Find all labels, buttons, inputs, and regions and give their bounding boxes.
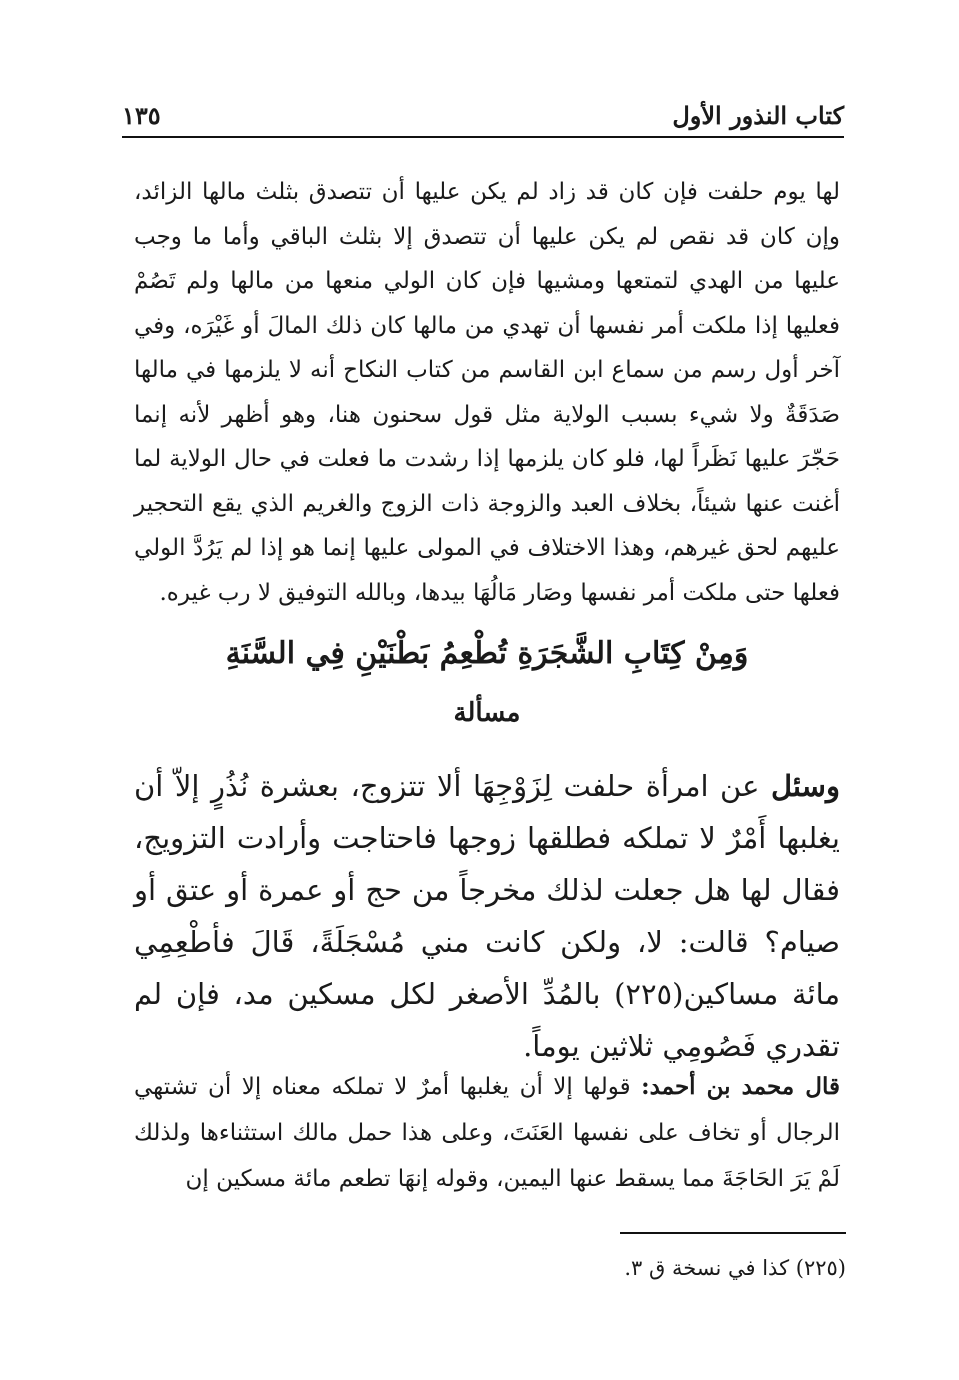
paragraph-2-text: عن امرأة حلفت لِزَوْجِهَا ألا تتزوج، بعشرة نُذُرٍ إلاّ أن يغلبها أَمْرٌ لا تملكه فطلقها زوجها فاحتاجت وأرادت التزويج، فقال لها هل جعلت لذلك مخرجاً من حج أو عمرة أو عتق أو صيام؟ قالت: لا، ولكن كانت مني مُسْجَلَةً، قَالَ فأطْعِمِي مائة مساكين(٢٢٥) بالمُدِّ الأصغر لكل مسكين مد، فإن لم تقدري فَصُومِي ثلاثين يوماً. xyxy=(134,769,840,1063)
masala-label: مسألة xyxy=(453,698,521,728)
section-heading: وَمِنْ كِتَابِ الشَّجَرَةِ تُطْعِمُ بَطْنَيْنِ فِي السَّنَةِ xyxy=(225,636,749,671)
body-paragraph-1: لها يوم حلفت فإن كان قد زاد لم يكن عليها أن تتصدق بثلث مالها الزائد، وإن كان قد نقص لم يكن عليها أن تتصدق إلا بثلث الباقي وأما ما وجب عليها من الهدي لتمتعها ومشيها فإن كان الولي منعها من مالها ولم تَصُمْ فعليها إذا ملكت أمر نفسها أن تهدي من مالها كان ذلك المالَ أو غَيْرَه، وفي آخر أول رسم من سماع ابن القاسم من كتاب النكاح أنه لا يلزمها في مالها صَدَقَةٌ ولا شيء بسبب الولاية مثل قول سحنون هنا، وهو أظهر لأنه إنما حَجّرَ عليها نَظَراً لها، فلو كان يلزمها إذا رشدت ما فعلت في حال الولاية لما أغنت عنها شيئاً، بخلاف العبد والزوجة ذات الزوج والغريم الذي يقع التحجير عليهم لحق غيرهم، وهذا الاختلاف في المولى عليها إنما هو إذا لم يَرُدَّ الولي فعلها حتى ملكت أمر نفسها وصَار مَالُهَا بيدها، وبالله التوفيق لا رب غيره. xyxy=(134,179,840,606)
page-header xyxy=(122,96,844,138)
running-title: كتاب النذور الأول xyxy=(672,101,844,130)
footnote-divider xyxy=(620,1232,846,1234)
body-paragraph-2 xyxy=(134,760,840,1072)
paragraph-3-text: قولها إلا أن يغلبها أمرٌ لا تملكه معناه إلا أن تشتهي الرجال أو تخاف على نفسها العَنَتَ، وعلى هذا حمل مالك استثناءها ولذلك لَمْ يَرَ الحَاجَةَ مما يسقط عنها اليمين، وقوله إنهَا تطعم مائة مسكين إن xyxy=(134,1074,840,1192)
page-number: ١٣٥ xyxy=(122,101,161,130)
body-paragraph-3 xyxy=(134,1064,840,1202)
paragraph-3-lead: قال محمد بن أحمد: xyxy=(641,1073,841,1100)
footnote: (٢٢٥) كذا في نسخة ق ٣. xyxy=(624,1256,846,1280)
paragraph-2-lead: وسئل xyxy=(770,769,840,803)
